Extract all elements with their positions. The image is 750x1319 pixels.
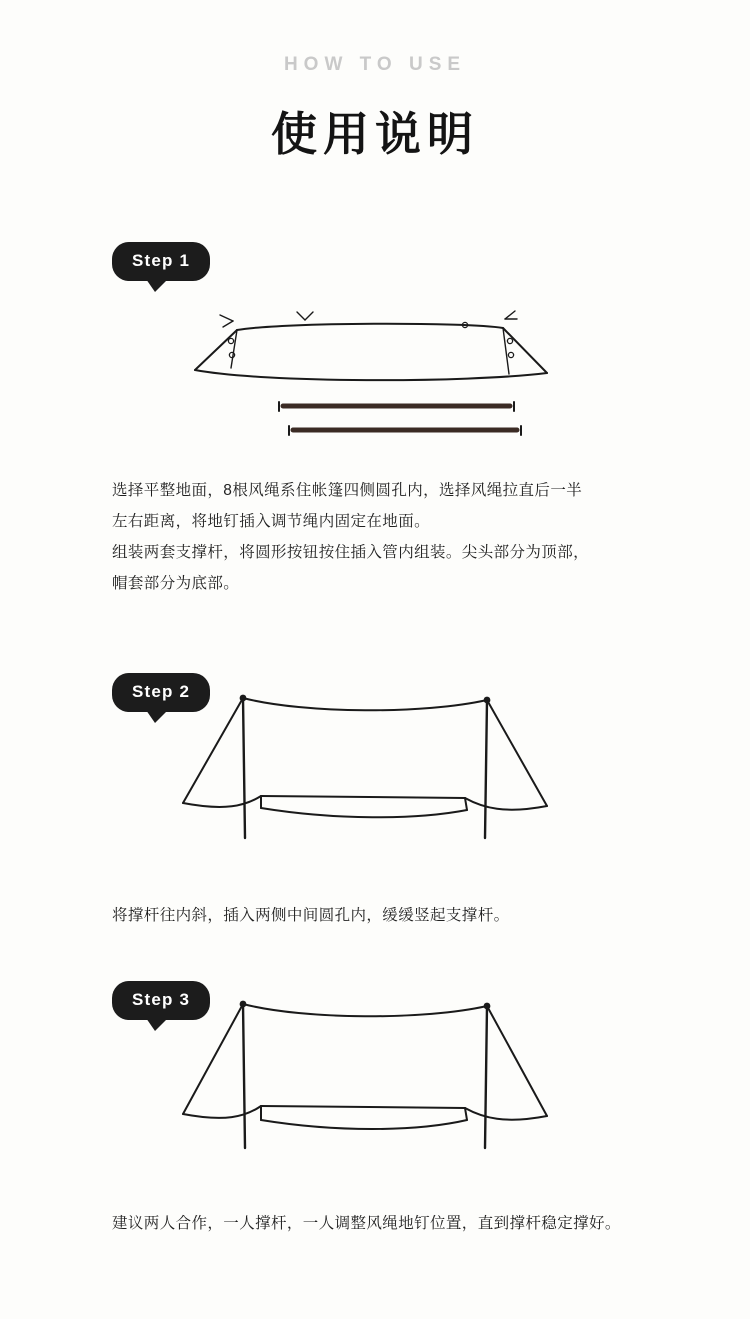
caption-line: 帽套部分为底部。 [112, 575, 240, 592]
step-caption-2 [0, 900, 750, 931]
step-section-1 [0, 242, 750, 599]
step-illustration-1 [0, 275, 750, 445]
tarp-flat-diagram [165, 275, 585, 445]
step-badge-1: Step 1 [112, 242, 210, 281]
step-section-2 [0, 673, 750, 931]
step-badge-wrap-1 [0, 242, 750, 281]
page-title: 使用说明 [271, 108, 479, 160]
caption-line: 组装两套支撑杆，将圆形按钮按住插入管内组装。尖头部分为顶部， [112, 544, 590, 561]
caption-line: 建议两人合作，一人撑杆，一人调整风绳地钉位置，直到撑杆稳定撑好。 [112, 1215, 621, 1232]
step-badge-wrap-2 [0, 673, 750, 712]
step-caption-1 [0, 475, 750, 599]
step-section-3 [0, 981, 750, 1239]
step-badge-3: Step 3 [112, 981, 210, 1020]
step-badge-wrap-3 [0, 981, 750, 1020]
caption-line: 选择平整地面，8根风绳系住帐篷四侧圆孔内，选择风绳拉直后一半 [112, 482, 583, 499]
step-caption-3 [0, 1208, 750, 1239]
caption-line: 将撑杆往内斜，插入两侧中间圆孔内，缓缓竖起支撑杆。 [112, 907, 510, 924]
caption-line: 左右距离，将地钉插入调节绳内固定在地面。 [112, 513, 431, 530]
how-to-use-page [0, 54, 750, 1319]
step-badge-2: Step 2 [112, 673, 210, 712]
page-eyebrow: HOW TO USE [283, 54, 467, 75]
